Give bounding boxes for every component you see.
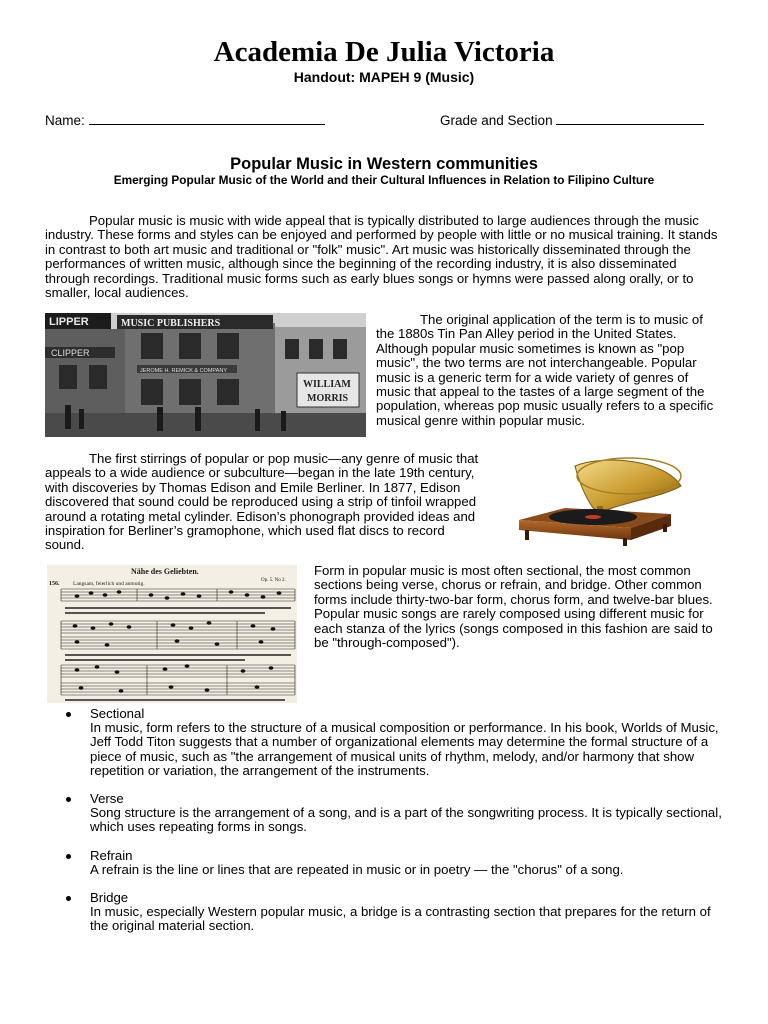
list-item <box>62 891 722 934</box>
paragraph-form-text: Form in popular music is most often sectional, the most common sections being verse, chorus or refrain, and bridge. Other common forms include thirty-two-bar form, chorus form, and twelve-bar blues. Popular music songs are rarely composed using different music for each stanza of the lyrics (songs composed in this fashion are said to be "through-composed"). <box>314 563 713 651</box>
term-definition: Song structure is the arrangement of a song, and is a part of the songwriting process. It is typically sectional, which uses repeating forms in songs. <box>90 805 722 835</box>
name-label: Name: <box>45 113 85 128</box>
paragraph-first-stirrings <box>45 452 485 553</box>
term-label: Verse <box>90 791 124 807</box>
paragraph-tin-pan-alley <box>376 313 724 428</box>
article-title: Popular Music in Western communities <box>230 155 538 173</box>
term-definition: In music, especially Western popular music, a bridge is a contrasting section that prepares for the return of the original material section. <box>90 904 711 934</box>
gramophone-icon <box>505 456 685 546</box>
name-field <box>45 112 325 129</box>
sheet-music-image <box>47 565 297 703</box>
sign-lipper: LIPPER <box>49 316 89 328</box>
sheet-music-opus: Op. 5. No 2. <box>261 578 286 583</box>
bullet-icon <box>66 854 71 859</box>
sign-clipper: CLIPPER <box>51 348 90 358</box>
paragraph-tin-pan-alley-text: The original application of the term is to music of the 1880s Tin Pan Alley period in the United States. Although popular music sometimes is known as "pop music", the two terms are not interchangeable. Popular music is a generic term for a wide variety of genres of music that appeal to the tastes of a large segment of the population, whereas pop music usually refers to a specific musical genre within popular music. <box>376 312 714 428</box>
grade-blank[interactable] <box>556 112 704 125</box>
term-label: Sectional <box>90 706 145 721</box>
handout-subtitle: Handout: MAPEH 9 (Music) <box>293 69 475 85</box>
sheet-music-number: 156. <box>49 581 60 587</box>
term-definition: A refrain is the line or lines that are repeated in music or in poetry — the "chorus" of a song. <box>90 861 624 877</box>
paragraph-form <box>314 564 726 650</box>
list-item <box>62 849 722 877</box>
paragraph-intro <box>45 214 723 300</box>
article-subtitle: Emerging Popular Music of the World and their Cultural Influences in Relation to Filipino Culture <box>113 173 655 187</box>
grade-label: Grade and Section <box>440 113 553 128</box>
gramophone-image <box>505 456 685 546</box>
term-definition: In music, form refers to the structure of a musical composition or performance. In his book, Worlds of Music, Jeff Todd Titon suggests that a number of organizational elements may determine the formal structure of a piece of music, such as "the arrangement of musical units of rhythm, melody, and/or harmony that show repetition or variation, the arrangement of the instruments. <box>90 720 719 778</box>
sign-william: WILLIAM <box>303 379 351 390</box>
bullet-icon <box>66 896 71 901</box>
school-title: Academia De Julia Victoria <box>213 36 555 68</box>
tin-pan-alley-illustration <box>45 313 366 437</box>
sign-music-publishers: MUSIC PUBLISHERS <box>121 318 221 329</box>
tin-pan-alley-photo <box>45 313 366 437</box>
sign-morris: MORRIS <box>307 393 349 404</box>
list-item <box>62 707 722 778</box>
name-blank[interactable] <box>89 112 325 125</box>
grade-section-field <box>440 112 704 129</box>
sheet-music-illustration <box>47 565 297 703</box>
sign-remick: JEROME H. REMICK & COMPANY <box>140 368 227 374</box>
paragraph-first-stirrings-text: The first stirrings of popular or pop music—any genre of music that appeals to a wide audience or subculture—began in the late 19th century, with discoveries by Thomas Edison and Emile Berliner. In 1877, Edison discovered that sound could be reproduced using a strip of tinfoil wrapped around a rotating metal cylinder. Edison’s phonograph provided ideas and inspiration for Berliner’s gramophone, which used flat discs to record sound. <box>45 451 479 553</box>
bullet-icon <box>66 797 71 802</box>
paragraph-intro-text: Popular music is music with wide appeal that is typically distributed to large audiences through the music industry. These forms and styles can be enjoyed and performed by people with little or no musical training. It stands in contrast to both art music and traditional or "folk" music". Art music was historically disseminated through the performances of written music, although since the beginning of the recording industry, it is also disseminated through recordings. Traditional music forms such as early blues songs or hymns were passed along orally, or to smaller, local audiences. <box>45 213 718 301</box>
list-item <box>62 792 722 835</box>
term-label: Bridge <box>90 890 129 906</box>
sheet-music-tempo: Langsam, feierlich und anmutig. <box>73 581 145 587</box>
term-label: Refrain <box>90 847 133 863</box>
terms-list <box>62 707 722 948</box>
bullet-icon <box>66 712 71 717</box>
sheet-music-title: Nähe des Geliebten. <box>131 567 199 576</box>
